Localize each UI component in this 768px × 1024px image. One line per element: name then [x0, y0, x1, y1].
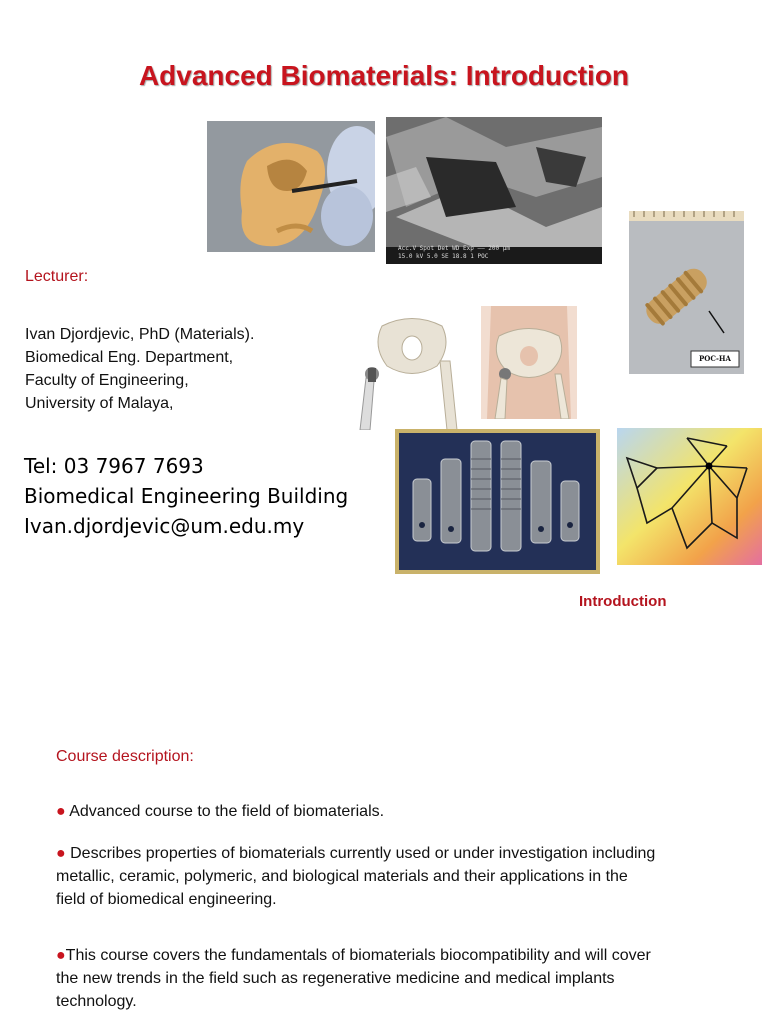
- foam-scaffold-image: [207, 121, 375, 252]
- hip-body-illustration: [481, 306, 577, 419]
- course-bullet-1: [56, 800, 696, 823]
- course-description-label: Course description:: [56, 748, 194, 765]
- course-bullet-3: [56, 944, 656, 1013]
- contact-building: Biomedical Engineering Building: [24, 484, 349, 508]
- section-tag: Introduction: [579, 593, 667, 610]
- sem-readout-text: Acc.V Spot Det WD Exp —— 200 µm: [398, 245, 510, 252]
- lecturer-info: [25, 323, 345, 415]
- poc-ha-screw-image: [629, 211, 744, 374]
- bullet-text: Advanced course to the field of biomaterials.: [69, 803, 385, 820]
- bullet-dot: ●: [56, 845, 66, 862]
- bullet-text: Describes properties of biomaterials currently used or under investigation including metallic, ceramic, polymeric, and biological materials and their applications in the field of biomedical engineering.: [56, 845, 656, 908]
- poc-ha-label: POC-HA: [699, 354, 731, 363]
- contact-info: [24, 451, 384, 541]
- hip-implant-illustration: [352, 306, 472, 430]
- sem-micrograph-image: [386, 117, 602, 264]
- bullet-dot: ●: [56, 803, 66, 820]
- lecturer-faculty: Faculty of Engineering,: [25, 372, 189, 389]
- lecturer-university: University of Malaya,: [25, 395, 174, 412]
- lecturer-department: Biomedical Eng. Department,: [25, 349, 234, 366]
- molecular-network-image: [617, 428, 762, 565]
- dental-implants-image: [395, 429, 600, 574]
- contact-email[interactable]: Ivan.djordjevic@um.edu.my: [24, 514, 305, 538]
- page-title: Advanced Biomaterials: Introduction: [138, 60, 630, 91]
- bullet-text: This course covers the fundamentals of biomaterials biocompatibility and will cover the new trends in the field such as regenerative medicine and medical implants technology.: [56, 947, 651, 1010]
- bullet-dot: ●: [56, 947, 66, 964]
- course-bullet-2: [56, 842, 656, 911]
- contact-tel: Tel: 03 7967 7693: [24, 454, 204, 478]
- lecturer-label: Lecturer:: [25, 268, 89, 285]
- sem-readout-text-2: 15.0 kV 5.0 SE 18.8 1 POC: [398, 253, 489, 260]
- lecturer-name: Ivan Djordjevic, PhD (Materials).: [25, 326, 255, 343]
